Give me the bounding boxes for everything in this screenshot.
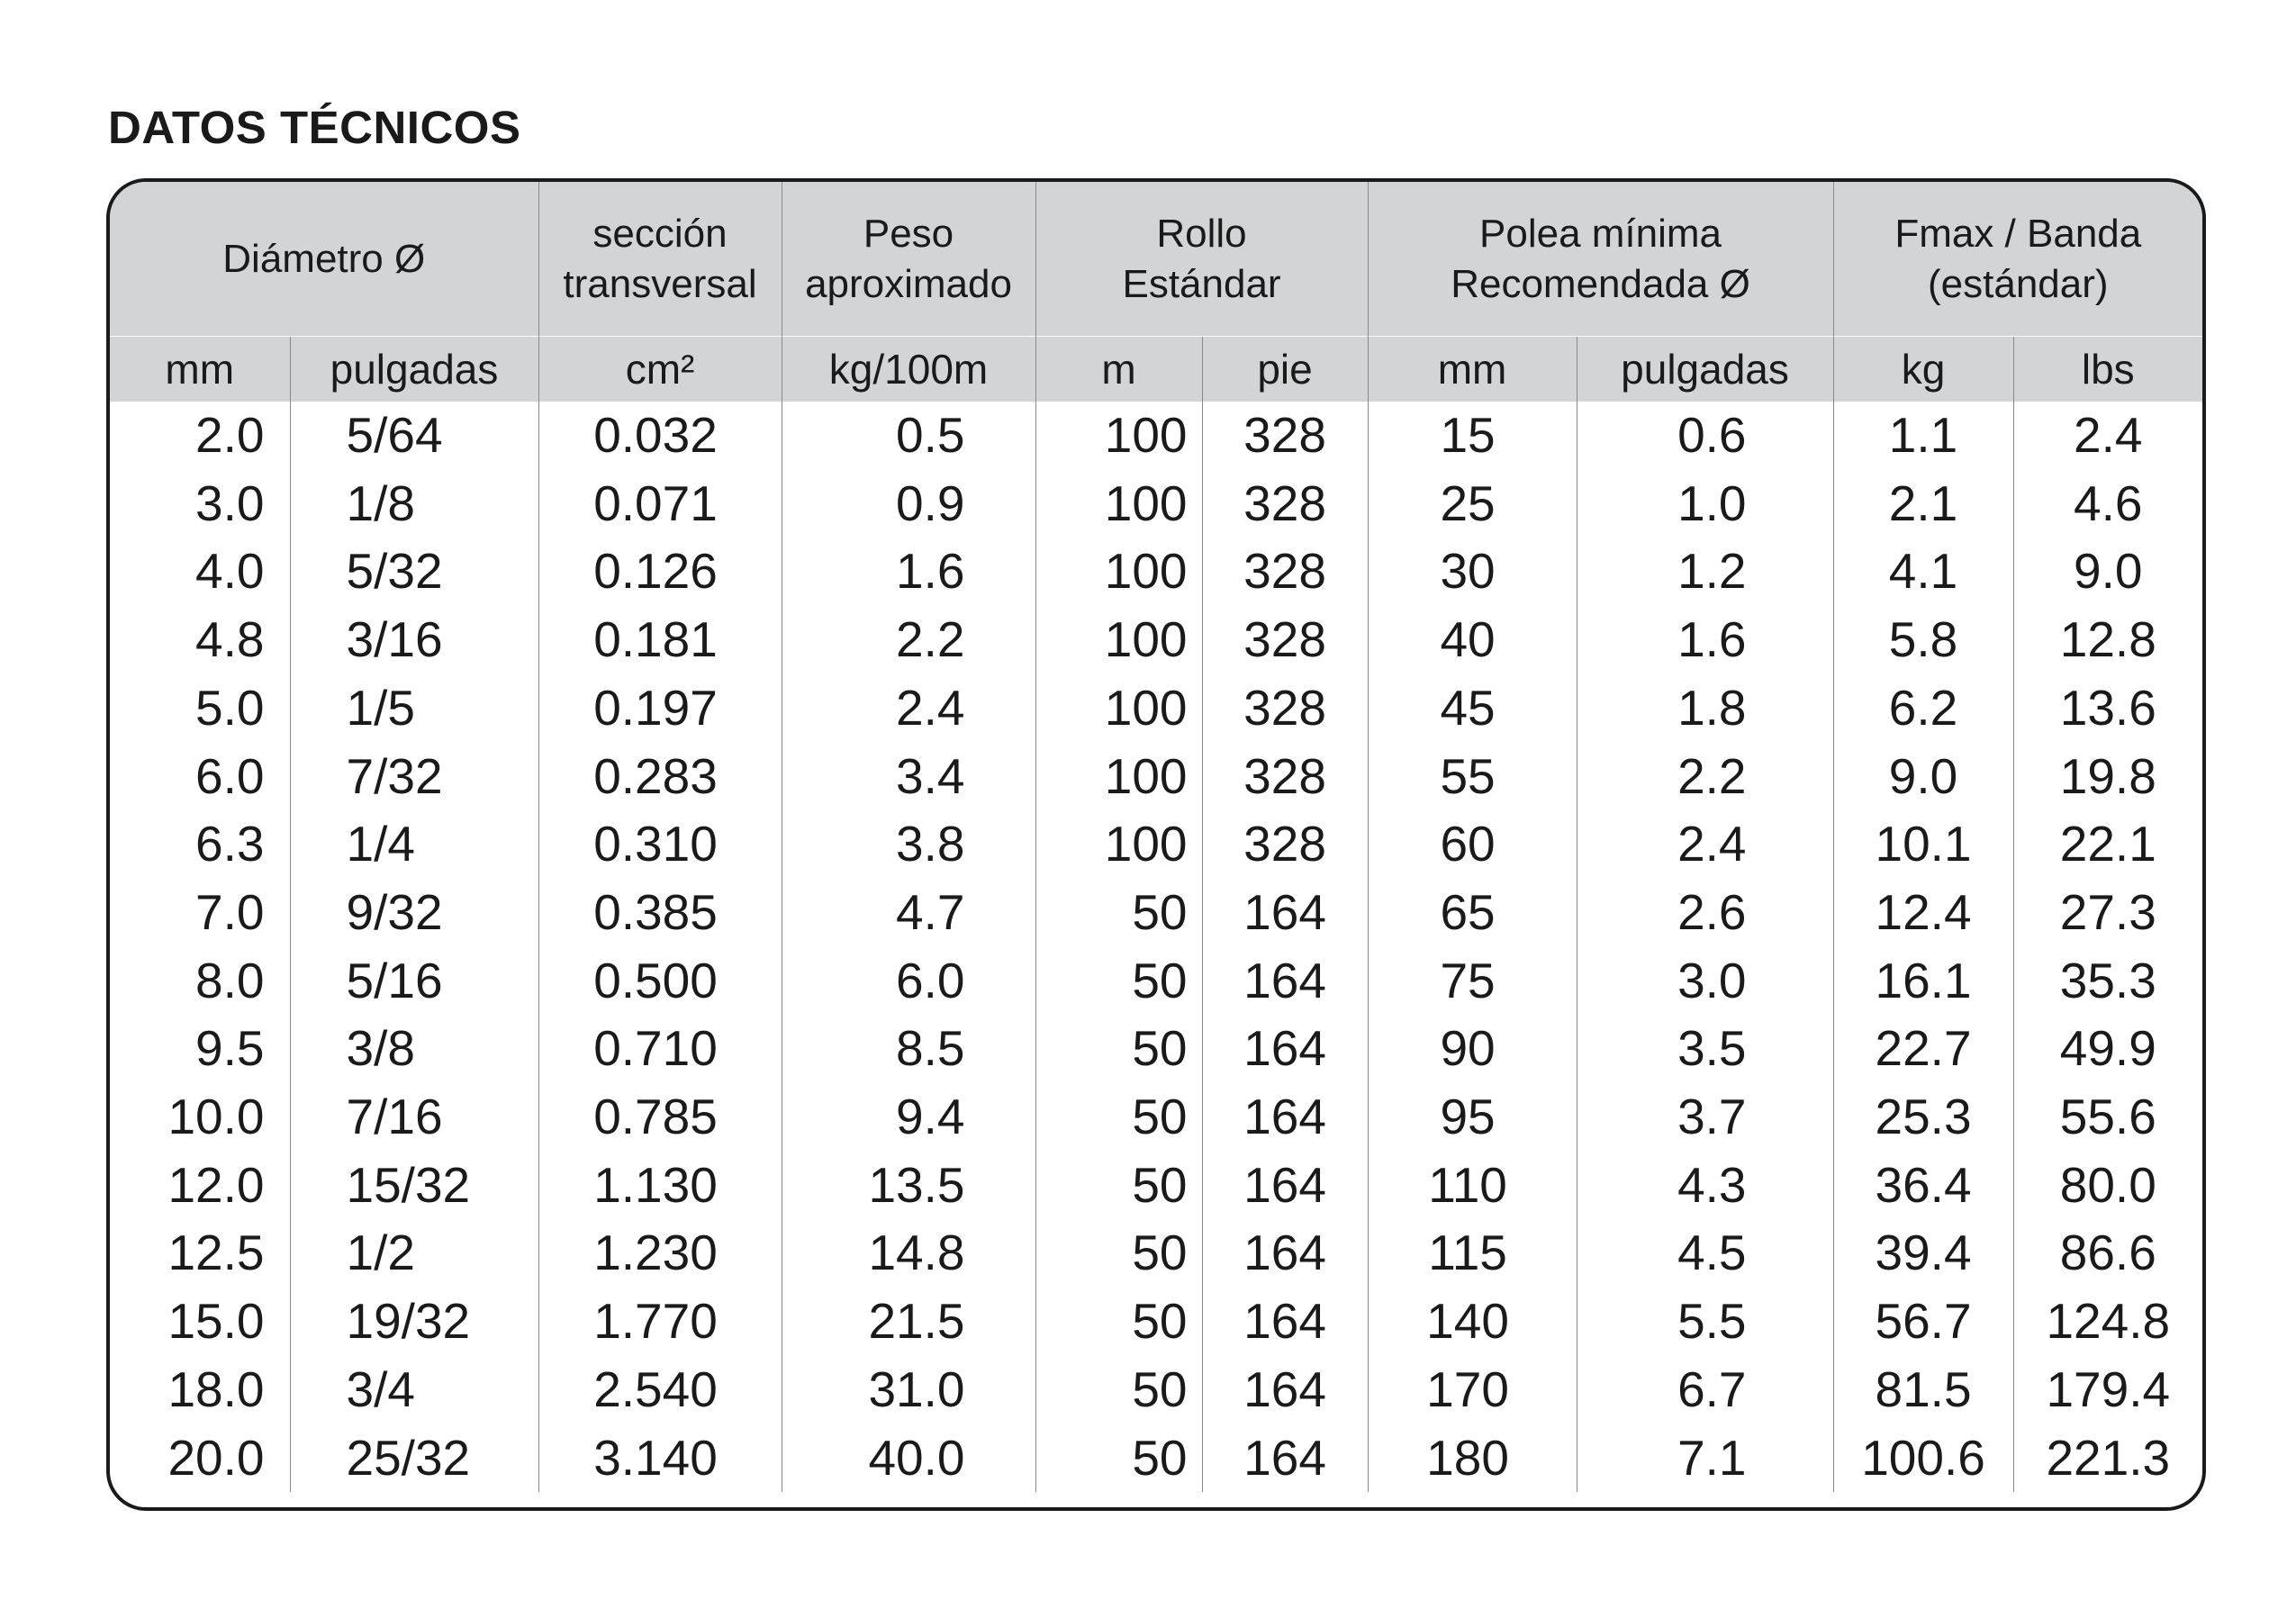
cell-fmax-lbs: 2.4 bbox=[2013, 402, 2202, 470]
cell-pulley-inches: 6.7 bbox=[1577, 1356, 1833, 1424]
cell-diameter-mm: 6.3 bbox=[195, 816, 265, 872]
cell-fmax-lbs: 179.4 bbox=[2013, 1356, 2202, 1424]
cell-roll-m: 50 bbox=[1035, 947, 1202, 1016]
cell-cross-section-cm2: 0.032 bbox=[538, 402, 782, 470]
cell-pulley-inches: 1.6 bbox=[1577, 606, 1833, 674]
cell-fmax-kg: 39.4 bbox=[1833, 1219, 2013, 1288]
cell-fmax-kg: 100.6 bbox=[1833, 1424, 2013, 1493]
cell-fmax-lbs: 221.3 bbox=[2013, 1424, 2202, 1493]
group-header-roll-line-1: Rollo bbox=[1156, 211, 1247, 256]
cell-fmax-kg: 16.1 bbox=[1833, 947, 2013, 1016]
unit-header-weight-kg-100m: kg/100m bbox=[782, 337, 1035, 402]
cell-pulley-mm: 45 bbox=[1368, 674, 1577, 743]
cell-roll-m: 50 bbox=[1035, 1015, 1202, 1083]
unit-header-pulley-inches: pulgadas bbox=[1577, 337, 1833, 402]
cell-diameter-inches: 1/2 bbox=[290, 1219, 538, 1288]
cell-pulley-inches: 5.5 bbox=[1577, 1288, 1833, 1356]
cell-roll-m: 100 bbox=[1035, 810, 1202, 879]
group-header-fmax-line-1: Fmax / Banda bbox=[1894, 211, 2142, 256]
cell-cross-section-cm2: 1.770 bbox=[538, 1288, 782, 1356]
cell-roll-m: 100 bbox=[1035, 743, 1202, 811]
cell-fmax-kg: 10.1 bbox=[1833, 810, 2013, 879]
table-row bbox=[110, 674, 2202, 743]
cell-fmax-kg: 5.8 bbox=[1833, 606, 2013, 674]
cell-roll-m: 100 bbox=[1035, 470, 1202, 538]
cell-roll-m: 50 bbox=[1035, 1219, 1202, 1288]
cell-diameter-inches: 1/5 bbox=[290, 674, 538, 743]
cell-fmax-lbs: 80.0 bbox=[2013, 1152, 2202, 1220]
cell-cross-section-cm2: 0.283 bbox=[538, 743, 782, 811]
cell-pulley-inches: 1.2 bbox=[1577, 538, 1833, 606]
cell-fmax-lbs: 4.6 bbox=[2013, 470, 2202, 538]
unit-header-diameter-inches: pulgadas bbox=[290, 337, 538, 402]
group-header-diameter-line: Diámetro Ø bbox=[222, 236, 426, 281]
cell-cross-section-cm2: 0.071 bbox=[538, 470, 782, 538]
cell-roll-m: 50 bbox=[1035, 879, 1202, 947]
cell-fmax-lbs: 19.8 bbox=[2013, 743, 2202, 811]
cell-pulley-inches: 1.0 bbox=[1577, 470, 1833, 538]
cell-pulley-mm: 60 bbox=[1368, 810, 1577, 879]
cell-pulley-mm: 180 bbox=[1368, 1424, 1577, 1493]
group-header-roll-line-2: Estándar bbox=[1122, 261, 1281, 306]
cell-roll-ft: 328 bbox=[1202, 538, 1368, 606]
table-row bbox=[110, 1288, 2202, 1356]
cell-pulley-inches: 2.4 bbox=[1577, 810, 1833, 879]
cell-diameter-mm: 18.0 bbox=[167, 1360, 265, 1417]
cell-diameter-mm: 3.0 bbox=[195, 475, 265, 531]
technical-data-table bbox=[110, 182, 2202, 1492]
cell-weight-kg-100m: 9.4 bbox=[782, 1083, 1035, 1152]
cell-weight-kg-100m: 0.5 bbox=[782, 402, 1035, 470]
cell-pulley-mm: 110 bbox=[1368, 1152, 1577, 1220]
cell-fmax-lbs: 35.3 bbox=[2013, 947, 2202, 1016]
cell-roll-ft: 164 bbox=[1202, 1152, 1368, 1220]
table-row bbox=[110, 1152, 2202, 1220]
cell-roll-ft: 328 bbox=[1202, 470, 1368, 538]
cell-diameter-inches: 1/4 bbox=[290, 810, 538, 879]
cell-weight-kg-100m: 14.8 bbox=[782, 1219, 1035, 1288]
group-header-pulley bbox=[1368, 182, 1833, 337]
cell-diameter-mm: 9.5 bbox=[195, 1020, 265, 1077]
cell-fmax-lbs: 49.9 bbox=[2013, 1015, 2202, 1083]
cell-roll-ft: 328 bbox=[1202, 606, 1368, 674]
cell-pulley-inches: 3.7 bbox=[1577, 1083, 1833, 1152]
cell-fmax-kg: 9.0 bbox=[1833, 743, 2013, 811]
group-header-weight bbox=[782, 182, 1035, 337]
cell-diameter-inches: 5/64 bbox=[290, 402, 538, 470]
cell-roll-ft: 164 bbox=[1202, 1219, 1368, 1288]
table-body bbox=[110, 402, 2202, 1492]
cell-pulley-mm: 40 bbox=[1368, 606, 1577, 674]
cell-pulley-mm: 95 bbox=[1368, 1083, 1577, 1152]
cell-fmax-kg: 22.7 bbox=[1833, 1015, 2013, 1083]
table-row bbox=[110, 1015, 2202, 1083]
group-header-cross-section bbox=[538, 182, 782, 337]
cell-fmax-lbs: 22.1 bbox=[2013, 810, 2202, 879]
cell-diameter-inches: 3/16 bbox=[290, 606, 538, 674]
cell-weight-kg-100m: 40.0 bbox=[782, 1424, 1035, 1493]
cell-fmax-kg: 81.5 bbox=[1833, 1356, 2013, 1424]
cell-cross-section-cm2: 0.385 bbox=[538, 879, 782, 947]
cell-fmax-kg: 25.3 bbox=[1833, 1083, 2013, 1152]
cell-diameter-mm: 2.0 bbox=[195, 407, 265, 463]
table-row bbox=[110, 470, 2202, 538]
cell-roll-ft: 164 bbox=[1202, 879, 1368, 947]
table-row bbox=[110, 402, 2202, 470]
cell-pulley-inches: 3.5 bbox=[1577, 1015, 1833, 1083]
cell-diameter-inches: 3/8 bbox=[290, 1015, 538, 1083]
group-header-fmax bbox=[1833, 182, 2202, 337]
cell-weight-kg-100m: 13.5 bbox=[782, 1152, 1035, 1220]
cell-pulley-inches: 4.3 bbox=[1577, 1152, 1833, 1220]
cell-roll-m: 50 bbox=[1035, 1356, 1202, 1424]
cell-roll-ft: 164 bbox=[1202, 947, 1368, 1016]
group-header-roll bbox=[1035, 182, 1368, 337]
cell-diameter-mm: 5.0 bbox=[195, 679, 265, 736]
cell-pulley-inches: 3.0 bbox=[1577, 947, 1833, 1016]
cell-cross-section-cm2: 0.785 bbox=[538, 1083, 782, 1152]
cell-fmax-kg: 2.1 bbox=[1833, 470, 2013, 538]
cell-cross-section-cm2: 0.500 bbox=[538, 947, 782, 1016]
cell-roll-m: 100 bbox=[1035, 674, 1202, 743]
unit-header-row bbox=[110, 337, 2202, 402]
cell-pulley-mm: 140 bbox=[1368, 1288, 1577, 1356]
cell-pulley-mm: 90 bbox=[1368, 1015, 1577, 1083]
cell-weight-kg-100m: 21.5 bbox=[782, 1288, 1035, 1356]
cell-diameter-mm: 4.0 bbox=[195, 543, 265, 600]
table-row bbox=[110, 743, 2202, 811]
table-row bbox=[110, 1219, 2202, 1288]
cell-weight-kg-100m: 2.2 bbox=[782, 606, 1035, 674]
cell-roll-m: 50 bbox=[1035, 1424, 1202, 1493]
cell-pulley-inches: 1.8 bbox=[1577, 674, 1833, 743]
cell-cross-section-cm2: 1.130 bbox=[538, 1152, 782, 1220]
cell-pulley-inches: 2.2 bbox=[1577, 743, 1833, 811]
cell-weight-kg-100m: 0.9 bbox=[782, 470, 1035, 538]
cell-roll-ft: 328 bbox=[1202, 674, 1368, 743]
table-row bbox=[110, 947, 2202, 1016]
group-header-cross-section-line-2: transversal bbox=[563, 261, 757, 306]
cell-weight-kg-100m: 2.4 bbox=[782, 674, 1035, 743]
cell-pulley-inches: 2.6 bbox=[1577, 879, 1833, 947]
group-header-diameter bbox=[110, 182, 538, 337]
cell-weight-kg-100m: 1.6 bbox=[782, 538, 1035, 606]
cell-cross-section-cm2: 2.540 bbox=[538, 1356, 782, 1424]
cell-weight-kg-100m: 4.7 bbox=[782, 879, 1035, 947]
table-row bbox=[110, 538, 2202, 606]
cell-cross-section-cm2: 0.126 bbox=[538, 538, 782, 606]
table-row bbox=[110, 606, 2202, 674]
cell-roll-ft: 328 bbox=[1202, 743, 1368, 811]
cell-diameter-mm: 10.0 bbox=[167, 1089, 265, 1145]
cell-fmax-lbs: 55.6 bbox=[2013, 1083, 2202, 1152]
cell-pulley-inches: 7.1 bbox=[1577, 1424, 1833, 1493]
group-header-weight-line-2: aproximado bbox=[805, 261, 1012, 306]
cell-pulley-mm: 75 bbox=[1368, 947, 1577, 1016]
cell-diameter-inches: 3/4 bbox=[290, 1356, 538, 1424]
cell-roll-ft: 328 bbox=[1202, 402, 1368, 470]
table-row bbox=[110, 1424, 2202, 1493]
cell-weight-kg-100m: 3.8 bbox=[782, 810, 1035, 879]
cell-fmax-lbs: 9.0 bbox=[2013, 538, 2202, 606]
cell-weight-kg-100m: 31.0 bbox=[782, 1356, 1035, 1424]
cell-diameter-inches: 25/32 bbox=[290, 1424, 538, 1493]
cell-diameter-inches: 1/8 bbox=[290, 470, 538, 538]
cell-diameter-mm: 4.8 bbox=[195, 611, 265, 668]
cell-pulley-mm: 170 bbox=[1368, 1356, 1577, 1424]
unit-header-fmax-kg: kg bbox=[1833, 337, 2013, 402]
cell-fmax-lbs: 124.8 bbox=[2013, 1288, 2202, 1356]
cell-fmax-kg: 36.4 bbox=[1833, 1152, 2013, 1220]
unit-header-cross-section-cm2: cm² bbox=[538, 337, 782, 402]
group-header-pulley-line-2: Recomendada Ø bbox=[1451, 261, 1750, 306]
group-header-pulley-line-1: Polea mínima bbox=[1479, 211, 1722, 256]
cell-roll-ft: 164 bbox=[1202, 1356, 1368, 1424]
group-header-weight-line-1: Peso bbox=[863, 211, 954, 256]
cell-pulley-inches: 0.6 bbox=[1577, 402, 1833, 470]
cell-roll-m: 100 bbox=[1035, 606, 1202, 674]
cell-fmax-lbs: 13.6 bbox=[2013, 674, 2202, 743]
unit-header-fmax-lbs: lbs bbox=[2013, 337, 2202, 402]
cell-weight-kg-100m: 8.5 bbox=[782, 1015, 1035, 1083]
cell-cross-section-cm2: 0.197 bbox=[538, 674, 782, 743]
cell-fmax-lbs: 27.3 bbox=[2013, 879, 2202, 947]
cell-pulley-mm: 115 bbox=[1368, 1219, 1577, 1288]
cell-pulley-mm: 15 bbox=[1368, 402, 1577, 470]
cell-diameter-mm: 7.0 bbox=[195, 883, 265, 940]
unit-header-diameter-mm: mm bbox=[110, 337, 290, 402]
cell-roll-ft: 164 bbox=[1202, 1015, 1368, 1083]
group-header-row bbox=[110, 182, 2202, 337]
cell-diameter-inches: 7/32 bbox=[290, 743, 538, 811]
cell-diameter-mm: 8.0 bbox=[195, 952, 265, 1008]
unit-header-roll-ft: pie bbox=[1202, 337, 1368, 402]
cell-roll-m: 50 bbox=[1035, 1288, 1202, 1356]
cell-cross-section-cm2: 0.710 bbox=[538, 1015, 782, 1083]
cell-roll-ft: 328 bbox=[1202, 810, 1368, 879]
cell-fmax-kg: 12.4 bbox=[1833, 879, 2013, 947]
table-row bbox=[110, 810, 2202, 879]
cell-pulley-mm: 25 bbox=[1368, 470, 1577, 538]
cell-weight-kg-100m: 3.4 bbox=[782, 743, 1035, 811]
cell-diameter-inches: 15/32 bbox=[290, 1152, 538, 1220]
cell-fmax-lbs: 12.8 bbox=[2013, 606, 2202, 674]
technical-data-table-frame bbox=[106, 178, 2206, 1511]
unit-header-roll-m: m bbox=[1035, 337, 1202, 402]
cell-diameter-mm: 12.0 bbox=[167, 1156, 265, 1213]
cell-diameter-mm: 15.0 bbox=[167, 1293, 265, 1350]
cell-fmax-kg: 6.2 bbox=[1833, 674, 2013, 743]
cell-roll-m: 50 bbox=[1035, 1083, 1202, 1152]
cell-cross-section-cm2: 0.310 bbox=[538, 810, 782, 879]
cell-roll-m: 100 bbox=[1035, 402, 1202, 470]
cell-cross-section-cm2: 1.230 bbox=[538, 1219, 782, 1288]
cell-diameter-mm: 20.0 bbox=[167, 1429, 265, 1486]
group-header-fmax-line-2: (estándar) bbox=[1928, 261, 2109, 306]
cell-fmax-kg: 4.1 bbox=[1833, 538, 2013, 606]
cell-diameter-inches: 5/16 bbox=[290, 947, 538, 1016]
cell-fmax-lbs: 86.6 bbox=[2013, 1219, 2202, 1288]
cell-roll-ft: 164 bbox=[1202, 1083, 1368, 1152]
page-title: DATOS TÉCNICOS bbox=[108, 102, 521, 153]
unit-header-pulley-mm: mm bbox=[1368, 337, 1577, 402]
cell-roll-ft: 164 bbox=[1202, 1424, 1368, 1493]
cell-fmax-kg: 56.7 bbox=[1833, 1288, 2013, 1356]
cell-diameter-inches: 9/32 bbox=[290, 879, 538, 947]
group-header-cross-section-line-1: sección bbox=[592, 211, 728, 256]
cell-cross-section-cm2: 3.140 bbox=[538, 1424, 782, 1493]
cell-diameter-inches: 5/32 bbox=[290, 538, 538, 606]
cell-pulley-mm: 30 bbox=[1368, 538, 1577, 606]
cell-fmax-kg: 1.1 bbox=[1833, 402, 2013, 470]
cell-cross-section-cm2: 0.181 bbox=[538, 606, 782, 674]
cell-roll-m: 100 bbox=[1035, 538, 1202, 606]
cell-diameter-mm: 12.5 bbox=[167, 1225, 265, 1281]
cell-pulley-mm: 55 bbox=[1368, 743, 1577, 811]
cell-diameter-inches: 19/32 bbox=[290, 1288, 538, 1356]
cell-weight-kg-100m: 6.0 bbox=[782, 947, 1035, 1016]
cell-pulley-inches: 4.5 bbox=[1577, 1219, 1833, 1288]
table-row bbox=[110, 1356, 2202, 1424]
cell-diameter-mm: 6.0 bbox=[195, 747, 265, 804]
cell-roll-m: 50 bbox=[1035, 1152, 1202, 1220]
cell-pulley-mm: 65 bbox=[1368, 879, 1577, 947]
table-row bbox=[110, 879, 2202, 947]
cell-diameter-inches: 7/16 bbox=[290, 1083, 538, 1152]
table-row bbox=[110, 1083, 2202, 1152]
cell-roll-ft: 164 bbox=[1202, 1288, 1368, 1356]
